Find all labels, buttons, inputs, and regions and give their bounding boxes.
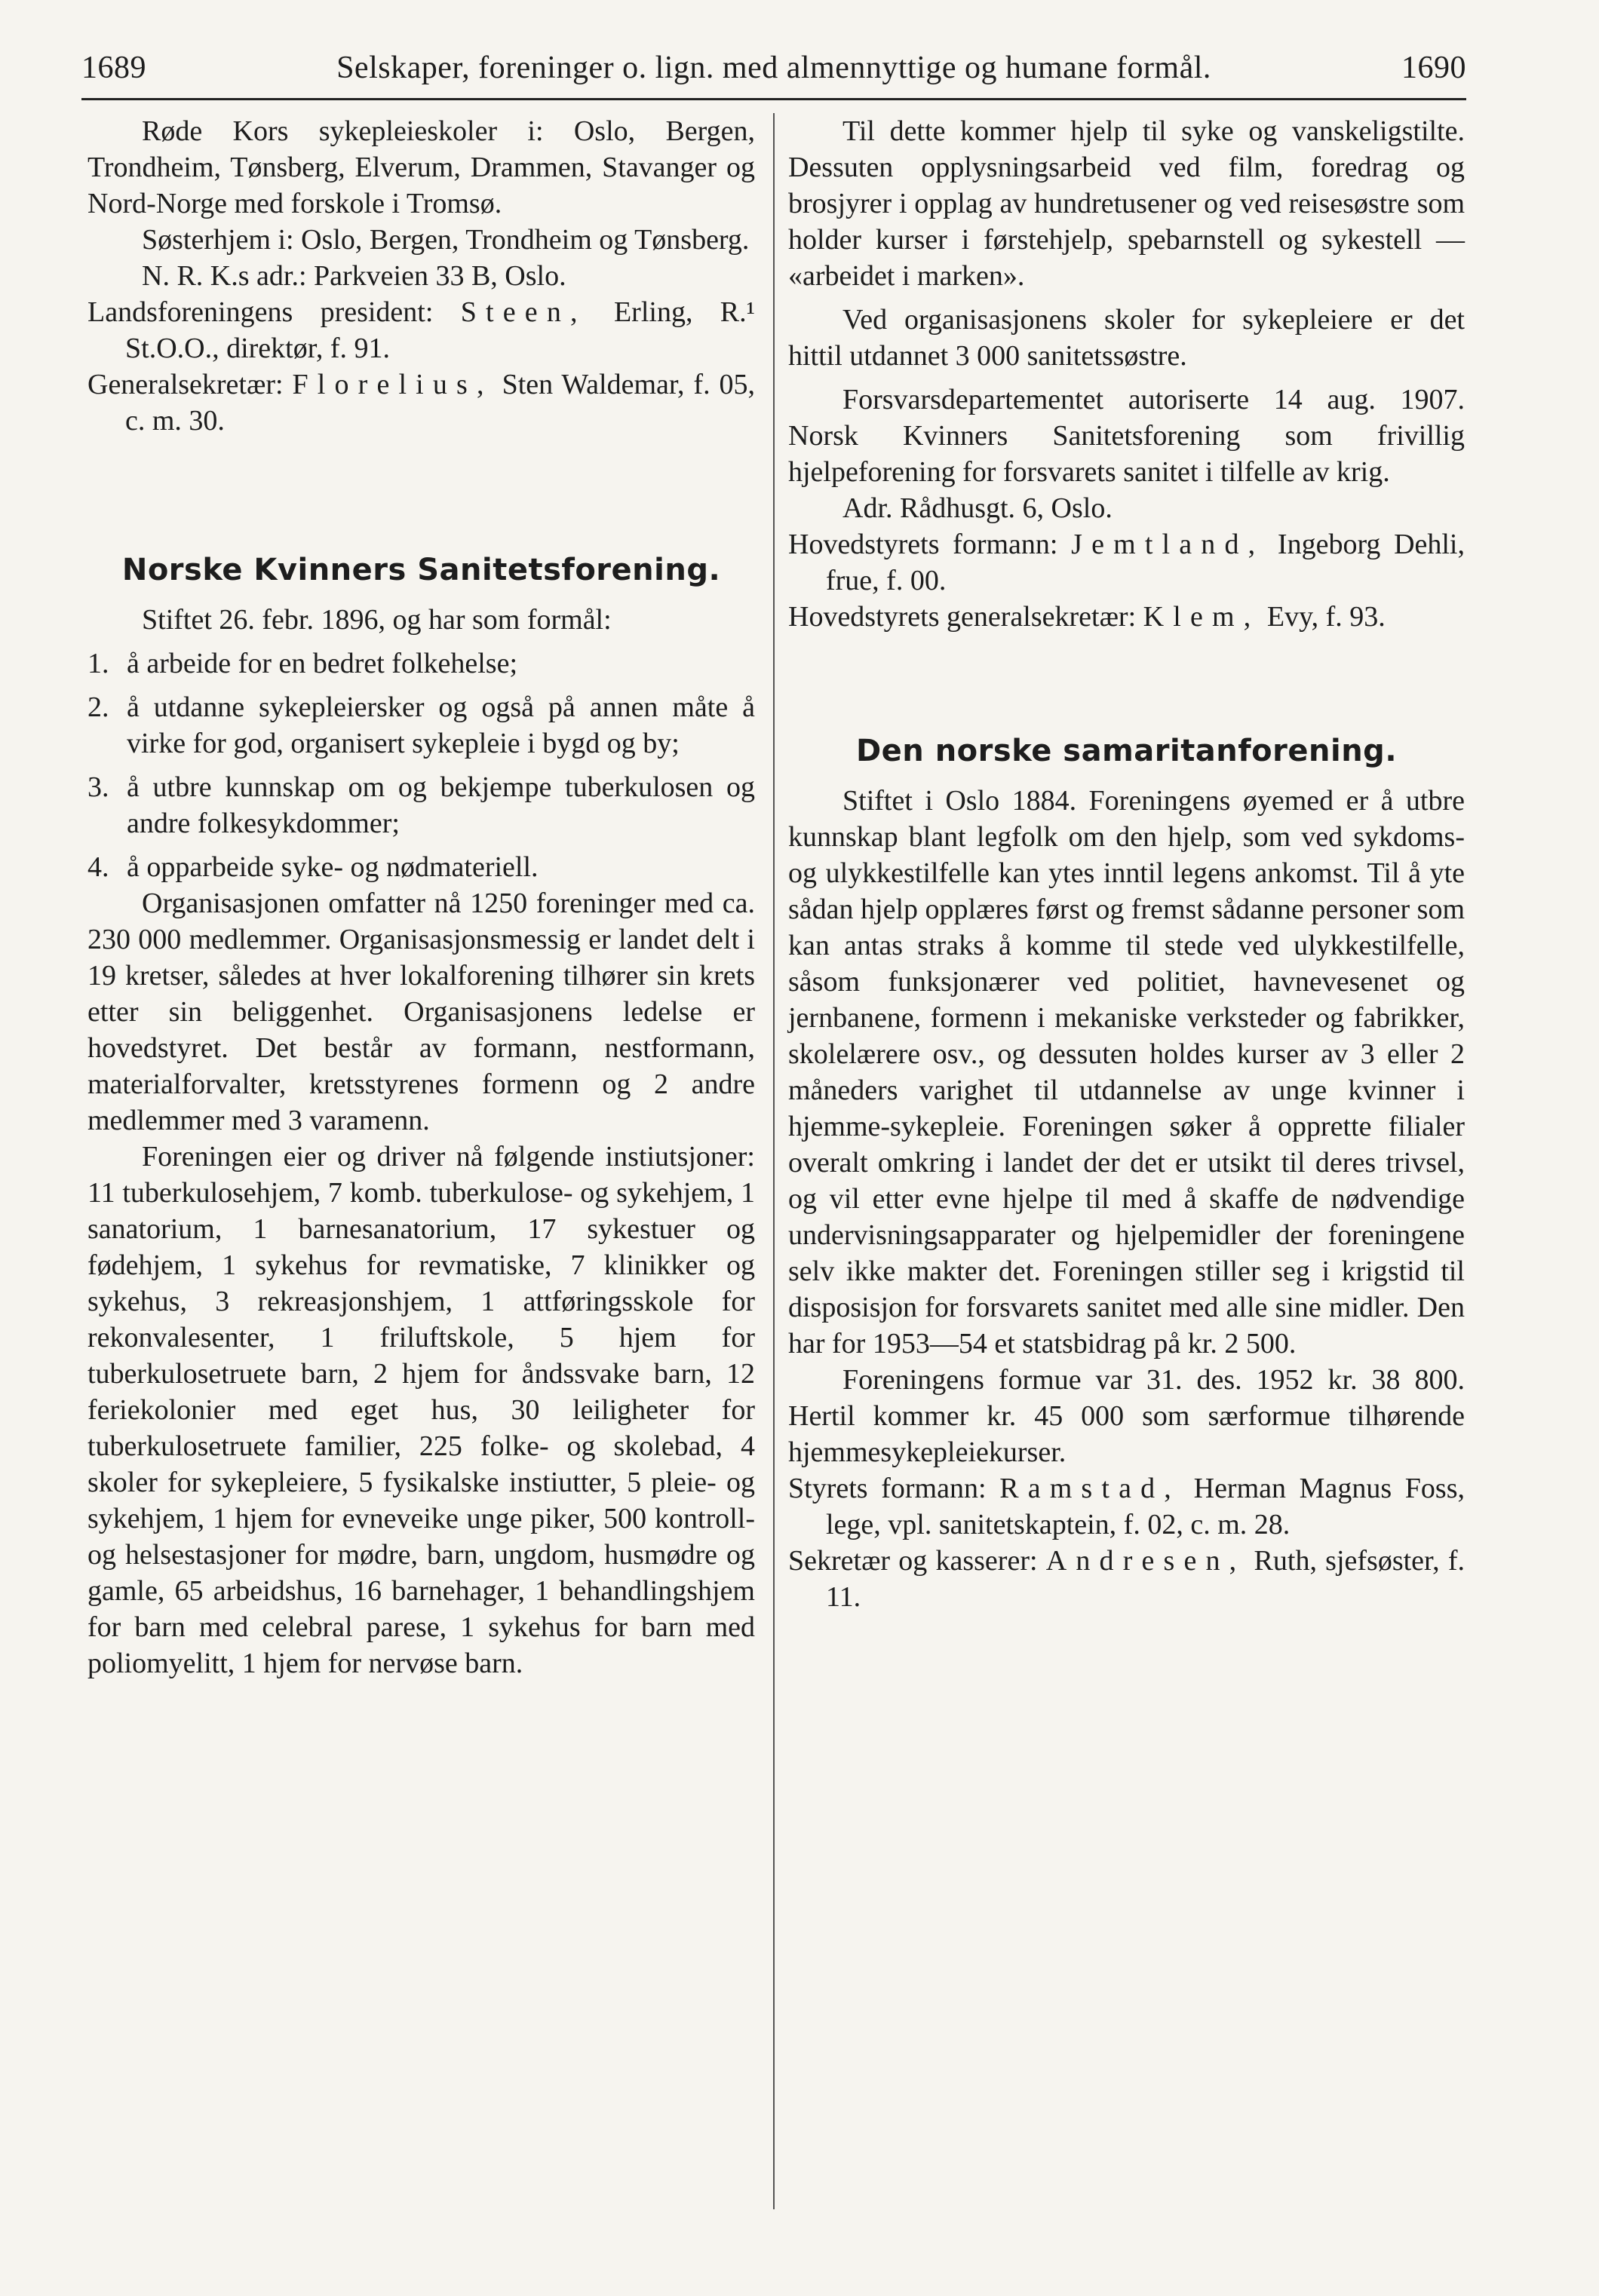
- samaritan-secretary-entry: Sekretær og kasserer: Andresen, Ruth, sjefsøster, f. 11.: [788, 1545, 1465, 1613]
- nks-authorisation: Forsvarsdepartementet autoriserte 14 aug. 1907. Norsk Kvinners Sanitetsforening som frivillig hjelpeforening for forsvarets sanitet i tilfelle av krig.: [788, 384, 1465, 488]
- secretary-general-name: Florelius,: [292, 369, 493, 400]
- samaritan-assets: Foreningens formue var 31. des. 1952 kr. 38 800. Hertil kommer kr. 45 000 som særformue tilhørende hjemmesykepleiekurser.: [788, 1364, 1465, 1468]
- nks-schools: Ved organisasjonens skoler for sykepleiere er det hittil utdannet 3 000 sanitetssøstre.: [788, 304, 1465, 372]
- right-column: [788, 113, 1465, 1615]
- nks-chair-entry: Hovedstyrets formann: Jemtland, Ingeborg Dehli, frue, f. 00.: [788, 529, 1465, 596]
- right-page-number: 1690: [1401, 51, 1466, 85]
- nks-secretary-name: Klem,: [1143, 601, 1260, 633]
- nks-intro: Stiftet 26. febr. 1896, og har som formål:: [142, 604, 612, 636]
- section-title-nks: Norske Kvinners Sanitetsforening.: [121, 553, 721, 587]
- section-title-samaritan: Den norske samaritanforening.: [855, 734, 1398, 768]
- nks-institutions: Foreningen eier og driver nå følgende instiutsjoner: 11 tuberkulosehjem, 7 komb. tuberkulose- og sykehjem, 1 sanatorium, 1 barnesanatorium, 17 sykestuer og fødehjem, 1 sykehus for revmatiske, 7 klinikker og sykehus, 3 rekreasjonshjem, 1 attføringsskole for rekonvalesenter, 1 friluftskole, 5 hjem for tuberkulosetruete barn, 2 hjem for åndssvake barn, 12 feriekolonier med eget hus, 30 leiligheter for tuberkulosetruete familier, 225 folke- og skolebad, 4 skoler for sykepleiere, 5 fysikalske instiutter, 5 pleie- og sykehjem, 1 hjem for evneveike unge piker, 500 kontroll- og helsestasjoner for mødre, barn, ungdom, husmødre og gamle, 65 arbeidshus, 16 barnehager, 1 behandlingshjem for barn med celebral parese, 1 sykehus for barn med poliomyelitt, 1 hjem for nervøse barn.: [87, 1141, 755, 1679]
- secretary-general-entry: Generalsekretær: Florelius, Sten Waldemar, f. 05, c. m. 30.: [87, 369, 755, 437]
- nks-organisation: Organisasjonen omfatter nå 1250 foreninger med ca. 230 000 medlemmer. Organisasjonsmessig er landet delt i 19 kretser, således at hver lokalforening tilhører sin krets etter sin beliggenhet. Organisasjonens ledelse er hovedstyret. Det består av formann, nestformann, materialforvalter, kretsstyrenes formenn og 2 andre medlemmer med 3 varamenn.: [87, 887, 755, 1136]
- purpose-item: 3. å utbre kunnskap om og bekjempe tuberkulosen og andre folkesykdommer;: [87, 771, 755, 839]
- left-column: [87, 113, 755, 1681]
- header-rule: [81, 98, 1466, 100]
- nks-chair-name: Jemtland,: [1071, 529, 1265, 560]
- column-divider: [773, 113, 775, 2209]
- nks-address: Adr. Rådhusgt. 6, Oslo.: [842, 492, 1113, 524]
- samaritan-chair-name: Ramstad,: [999, 1473, 1180, 1504]
- nks-secretary-entry: Hovedstyrets generalsekretær: Klem, Evy, f. 93.: [788, 601, 1386, 633]
- president-entry: Landsforeningens president: Steen, Erling, R.¹ St.O.O., direktør, f. 91.: [87, 296, 756, 364]
- samaritan-chair-entry: Styrets formann: Ramstad, Herman Magnus Foss, lege, vpl. sanitetskaptein, f. 02, c. m. 28.: [788, 1473, 1465, 1540]
- running-header: [81, 50, 1466, 86]
- left-page-number: 1689: [81, 51, 146, 85]
- purpose-item: 2. å utdanne sykepleiersker og også på annen måte å virke for god, organisert sykepleie i bygd og by;: [87, 691, 755, 759]
- samaritan-purpose: Stiftet i Oslo 1884. Foreningens øyemed er å utbre kunnskap blant legfolk om den hjelp, som ved sykdoms- og ulykkestilfelle kan ytes inntil legens ankomst. Til å yte sådan hjelp opplæres først og fremst sådanne personer som kan antas straks å komme til stede ved ulykkestilfelle, såsom funksjonærer ved politiet, havnevesenet og jernbanene, formenn i mekaniske verksteder og fabrikker, skolelærere osv., og dessuten holdes kurser av 3 eller 2 måneders varighet til utdannelse av unge kvinner i hjemme-sykepleie. Foreningen søker å opprette filialer overalt omkring i landet der det er utsikt til deres trivsel, og vil etter evne hjelpe til med å skaffe de nødvendige undervisningsapparater og hjelpemidler der foreningene selv ikke makter det. Foreningen stiller seg i krigstid til disposisjon for forsvarets sanitet med alle sine midler. Den har for 1953—54 et statsbidrag på kr. 2 500.: [788, 785, 1465, 1360]
- red-cross-schools: Røde Kors sykepleieskoler i: Oslo, Bergen, Trondheim, Tønsberg, Elverum, Drammen, Stavanger og Nord-Norge med forskole i Tromsø.: [87, 115, 755, 219]
- purpose-item: 4. å opparbeide syke- og nødmateriell.: [87, 851, 539, 883]
- nrk-address: N. R. K.s adr.: Parkveien 33 B, Oslo.: [142, 260, 566, 292]
- sister-homes: Søsterhjem i: Oslo, Bergen, Trondheim og Tønsberg.: [142, 224, 750, 256]
- purpose-item: 1. å arbeide for en bedret folkehelse;: [87, 648, 518, 679]
- nks-activities: Til dette kommer hjelp til syke og vanskeligstilte. Dessuten opplysningsarbeid ved film, foredrag og brosjyrer i opplag av hundretusener og ved reisesøstre som holder kurser i førstehjelp, spebarnstell og sykestell — «arbeidet i marken».: [788, 115, 1465, 292]
- president-name: Steen,: [460, 296, 587, 328]
- samaritan-secretary-name: Andresen,: [1045, 1545, 1246, 1577]
- running-title: Selskaper, foreninger o. lign. med almennyttige og humane formål.: [336, 51, 1211, 85]
